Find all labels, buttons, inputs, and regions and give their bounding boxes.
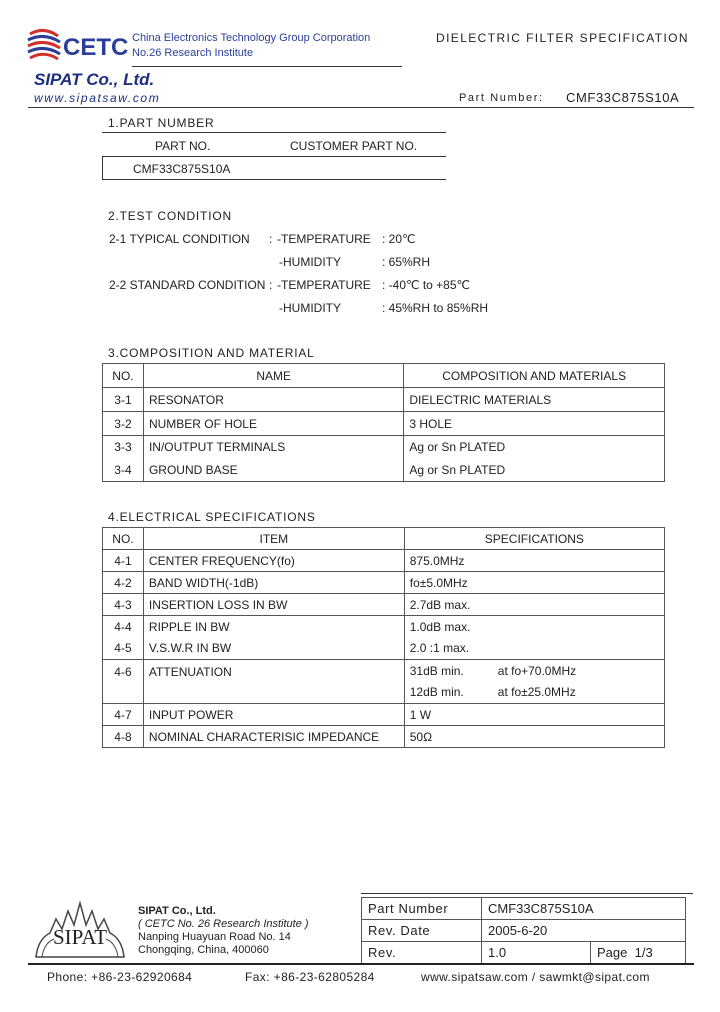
row-name: IN/OUTPUT TERMINALS <box>143 436 403 459</box>
section1-left-rule <box>102 156 103 180</box>
standard-condition-label: 2-2 STANDARD CONDITION <box>109 278 266 292</box>
footer-bottom-rule <box>28 963 694 965</box>
electrical-header-row <box>103 528 665 550</box>
composition-header-row <box>103 364 665 388</box>
standard-humidity-label: -HUMIDITY <box>279 301 341 315</box>
section1-bottom-rule <box>102 179 446 180</box>
company-name: SIPAT Co., Ltd. <box>34 70 155 89</box>
footer-row-rev-date <box>362 920 686 942</box>
table-row <box>103 594 665 616</box>
row-no: 3-1 <box>103 388 144 412</box>
row-no: 4-6 <box>103 660 144 704</box>
footer-rev-label: Rev. <box>362 942 482 964</box>
row-name: GROUND BASE <box>143 459 403 482</box>
composition-table <box>102 363 665 482</box>
row-no: 4-8 <box>103 726 144 748</box>
row-item: ATTENUATION <box>143 660 404 704</box>
footer-address-2: Chongqing, China, 400060 <box>138 944 269 956</box>
row-name: RESONATOR <box>143 388 403 412</box>
row-item: V.S.W.R IN BW <box>143 638 404 660</box>
org-line-2: No.26 Research Institute <box>132 47 254 59</box>
typical-temperature-value: : 20℃ <box>382 232 416 246</box>
section-composition-title: 3.COMPOSITION AND MATERIAL <box>108 346 315 360</box>
typical-humidity-value: : 65%RH <box>382 255 431 269</box>
attenuation-2-freq: at fo±25.0MHz <box>497 684 576 699</box>
row-spec: fo±5.0MHz <box>404 572 664 594</box>
row-material: 3 HOLE <box>404 412 665 436</box>
row-item: NOMINAL CHARACTERISIC IMPEDANCE <box>143 726 404 748</box>
cetc-logo-text: CETC <box>63 34 129 61</box>
table-row <box>103 726 665 748</box>
org-line-1: China Electronics Technology Group Corporation <box>132 32 371 44</box>
footer-phone: Phone: +86-23-62920684 <box>47 970 193 984</box>
row-material: DIELECTRIC MATERIALS <box>404 388 665 412</box>
footer-page-label: Page <box>597 945 628 960</box>
row-no: 3-3 <box>103 436 144 459</box>
row-no: 4-7 <box>103 704 144 726</box>
typical-colon: : <box>269 232 273 246</box>
attenuation-1-value: 31dB min. <box>409 663 464 678</box>
doc-title: DIELECTRIC FILTER SPECIFICATION <box>436 31 689 45</box>
part-number-value: CMF33C875S10A <box>566 90 680 105</box>
footer-web-mail: www.sipatsaw.com / sawmkt@sipat.com <box>421 970 650 984</box>
table-row <box>103 436 665 459</box>
composition-col-name: NAME <box>143 364 403 388</box>
col-part-no: PART NO. <box>155 139 211 153</box>
typical-temperature-label: -TEMPERATURE <box>277 232 371 246</box>
header-rule <box>28 107 694 108</box>
electrical-col-no: NO. <box>103 528 144 550</box>
section1-top-rule <box>102 132 446 133</box>
attenuation-1-freq: at fo+70.0MHz <box>497 663 577 678</box>
section-test-condition-title: 2.TEST CONDITION <box>108 209 232 223</box>
composition-col-no: NO. <box>103 364 144 388</box>
table-row <box>103 704 665 726</box>
row-spec: 1 W <box>404 704 664 726</box>
row-spec: 1.0dB max. <box>404 616 664 638</box>
row-spec-attenuation <box>404 660 664 704</box>
row-spec: 2.7dB max. <box>404 594 664 616</box>
footer-part-number-value: CMF33C875S10A <box>482 898 686 920</box>
typical-condition-label: 2-1 TYPICAL CONDITION <box>109 232 250 246</box>
table-row <box>103 550 665 572</box>
table-row <box>103 638 665 660</box>
electrical-col-spec: SPECIFICATIONS <box>404 528 664 550</box>
row-material: Ag or Sn PLATED <box>404 436 665 459</box>
footer-rev-date-label: Rev. Date <box>362 920 482 942</box>
electrical-col-item: ITEM <box>143 528 404 550</box>
header-rule-short <box>132 66 402 67</box>
footer-part-number-label: Part Number <box>362 898 482 920</box>
cetc-logo-mark-icon <box>28 30 60 59</box>
footer-revision-table <box>361 897 686 964</box>
part-number-label: Part Number: <box>459 92 544 104</box>
standard-humidity-value: : 45%RH to 85%RH <box>382 301 489 315</box>
section1-mid-rule <box>102 156 446 157</box>
table-row <box>103 412 665 436</box>
standard-colon: : <box>269 278 273 292</box>
footer-address-1: Nanping Huayuan Road No. 14 <box>138 931 291 943</box>
row-item: RIPPLE IN BW <box>143 616 404 638</box>
row-no: 4-2 <box>103 572 144 594</box>
composition-col-material: COMPOSITION AND MATERIALS <box>404 364 665 388</box>
row-no: 3-2 <box>103 412 144 436</box>
footer-top-rule <box>361 893 693 894</box>
typical-humidity-label: -HUMIDITY <box>279 255 341 269</box>
footer-rev-date-value: 2005-6-20 <box>482 920 686 942</box>
cetc-logo <box>26 28 130 64</box>
footer-institute: ( CETC No. 26 Research Institute ) <box>138 918 309 930</box>
footer-row-rev <box>362 942 686 964</box>
section-electrical-title: 4.ELECTRICAL SPECIFICATIONS <box>108 510 316 524</box>
row-spec: 50Ω <box>404 726 664 748</box>
table-row <box>103 616 665 638</box>
row-spec: 2.0 :1 max. <box>404 638 664 660</box>
row-item: CENTER FREQUENCY(fo) <box>143 550 404 572</box>
row-item: INSERTION LOSS IN BW <box>143 594 404 616</box>
company-website: www.sipatsaw.com <box>34 91 161 105</box>
section-part-number-title: 1.PART NUMBER <box>108 116 215 130</box>
part-no-value: CMF33C875S10A <box>133 162 231 176</box>
row-spec: 875.0MHz <box>404 550 664 572</box>
footer-fax: Fax: +86-23-62805284 <box>245 970 375 984</box>
attenuation-2-value: 12dB min. <box>409 684 464 699</box>
table-row <box>103 660 665 704</box>
row-no: 4-5 <box>103 638 144 660</box>
footer-page-value: 1/3 <box>634 945 653 960</box>
sipat-seal <box>30 899 130 961</box>
footer-rev-value: 1.0 <box>482 942 591 964</box>
footer-company-name: SIPAT Co., Ltd. <box>138 905 216 917</box>
row-no: 4-1 <box>103 550 144 572</box>
footer-row-part-number <box>362 898 686 920</box>
row-no: 3-4 <box>103 459 144 482</box>
standard-temperature-value: : -40℃ to +85℃ <box>382 278 470 292</box>
table-row <box>103 459 665 482</box>
table-row <box>103 572 665 594</box>
table-row <box>103 388 665 412</box>
sipat-seal-text: SIPAT <box>52 925 108 949</box>
row-name: NUMBER OF HOLE <box>143 412 403 436</box>
footer-company-block <box>138 905 309 957</box>
row-item: BAND WIDTH(-1dB) <box>143 572 404 594</box>
col-customer-part-no: CUSTOMER PART NO. <box>290 139 418 153</box>
row-material: Ag or Sn PLATED <box>404 459 665 482</box>
row-no: 4-3 <box>103 594 144 616</box>
electrical-spec-table <box>102 527 665 748</box>
footer-page <box>591 942 686 964</box>
row-no: 4-4 <box>103 616 144 638</box>
row-item: INPUT POWER <box>143 704 404 726</box>
standard-temperature-label: -TEMPERATURE <box>277 278 371 292</box>
